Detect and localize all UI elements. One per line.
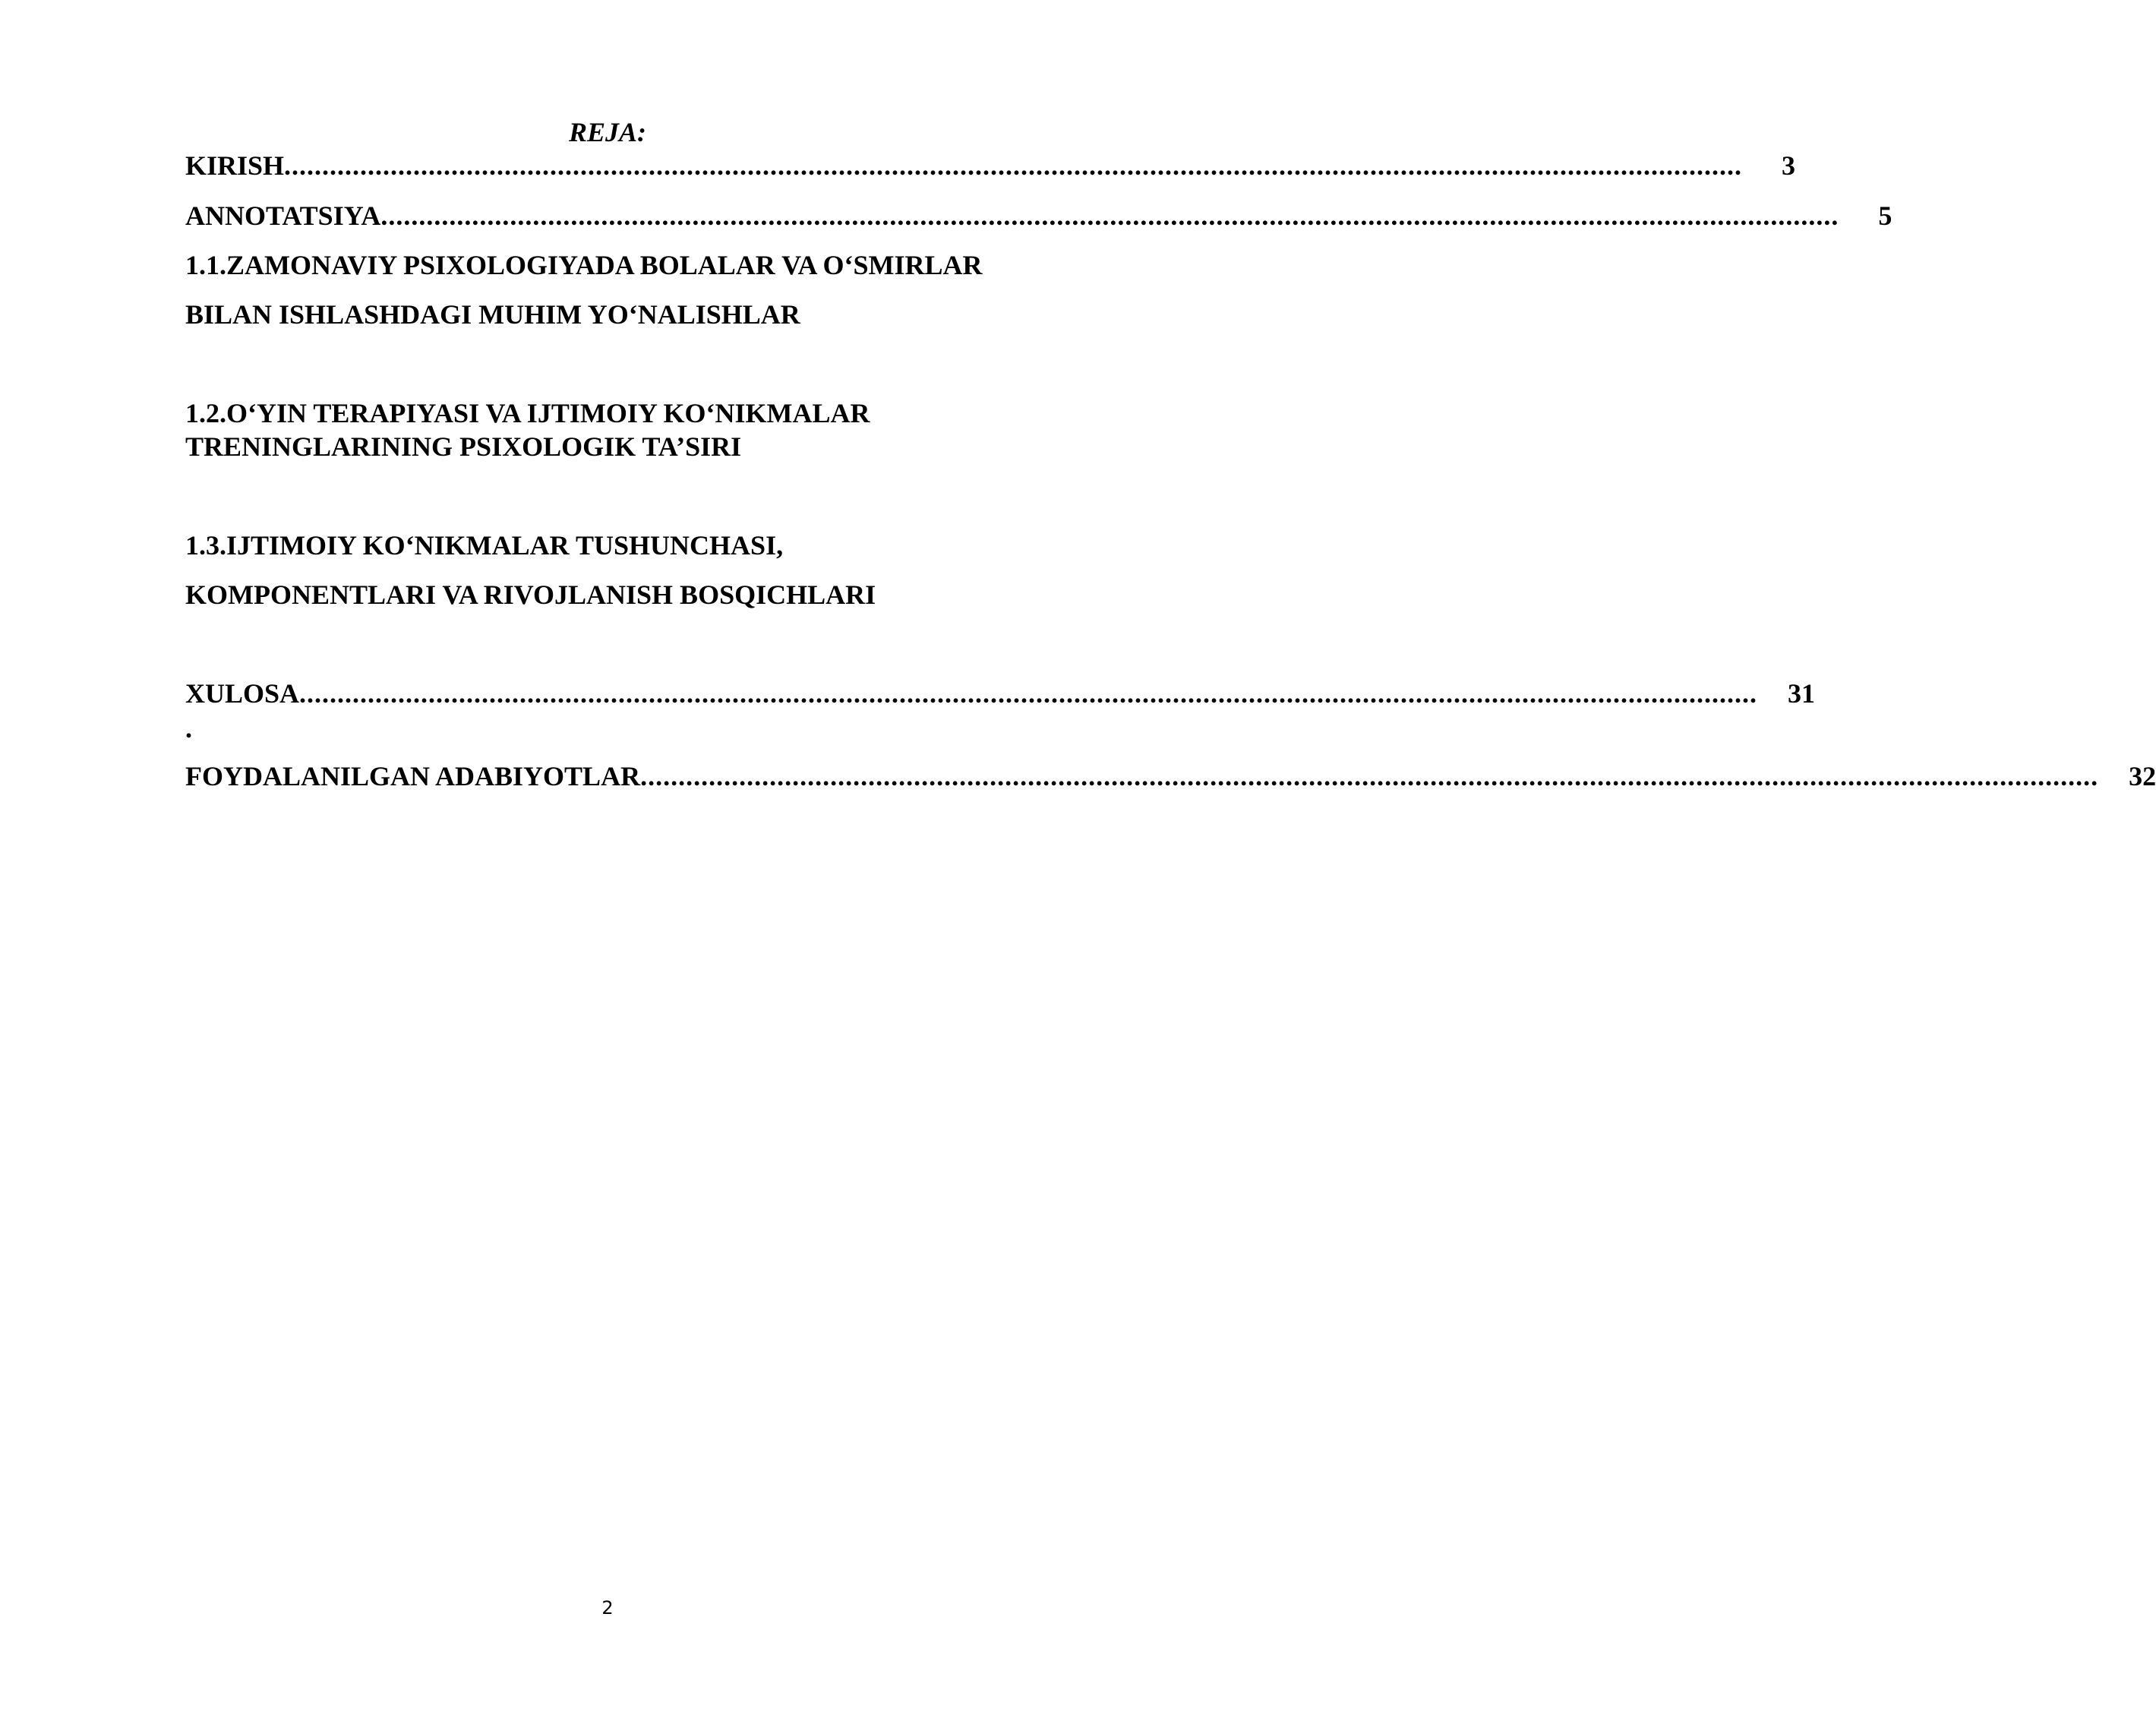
plan-heading: REJA: xyxy=(568,117,647,147)
toc-section-1-3-line2: KOMPONENTLARI VA RIVOJLANISH BOSQICHLARI xyxy=(185,580,876,610)
toc-section-1-1-line2: BILAN ISHLASHDAGI MUHIM YO‘NALISHLAR xyxy=(185,299,800,330)
toc-entry-kirish xyxy=(185,149,1796,182)
toc-entry-xulosa-trailing-dot: . xyxy=(185,713,192,744)
dot-leader: ................................................................................................................................................................................................ xyxy=(299,678,1758,709)
toc-entry-label: FOYDALANILGAN ADABIYOTLAR xyxy=(185,761,641,791)
toc-section-1-3-line1: 1.3.IJTIMOIY KO‘NIKMALAR TUSHUNCHASI, xyxy=(185,530,784,561)
toc-entry-adabiyotlar xyxy=(185,760,2156,793)
toc-entry-page-number: 32 xyxy=(2129,761,2156,791)
dot-leader: ................................................................................................................................................................................................ xyxy=(640,761,2099,791)
dot-leader: ................................................................................................................................................................................................ xyxy=(284,150,1743,181)
toc-entry-annotatsiya xyxy=(185,199,1892,232)
toc-entry-label: ANNOTATSIYA xyxy=(185,201,381,231)
toc-entry-xulosa xyxy=(185,677,1816,710)
toc-entry-label: XULOSA xyxy=(185,678,300,709)
dot-leader: ................................................................................................................................................................................................ xyxy=(380,201,1839,231)
toc-section-1-2-line1: 1.2.O‘YIN TERAPIYASI VA IJTIMOIY KO‘NIKMALAR xyxy=(185,398,870,428)
toc-entry-page-number: 5 xyxy=(1878,201,1892,231)
toc-entry-page-number: 3 xyxy=(1782,150,1796,181)
toc-section-1-1-line1: 1.1.ZAMONAVIY PSIXOLOGIYADA BOLALAR VA O‘SMIRLAR xyxy=(185,250,983,280)
toc-section-1-2-line2: TRENINGLARINING PSIXOLOGIK TA’SIRI xyxy=(185,431,742,462)
toc-entry-page-number: 31 xyxy=(1788,678,1816,709)
toc-entry-label: KIRISH xyxy=(185,150,285,181)
page-number: 2 xyxy=(601,1597,614,1619)
